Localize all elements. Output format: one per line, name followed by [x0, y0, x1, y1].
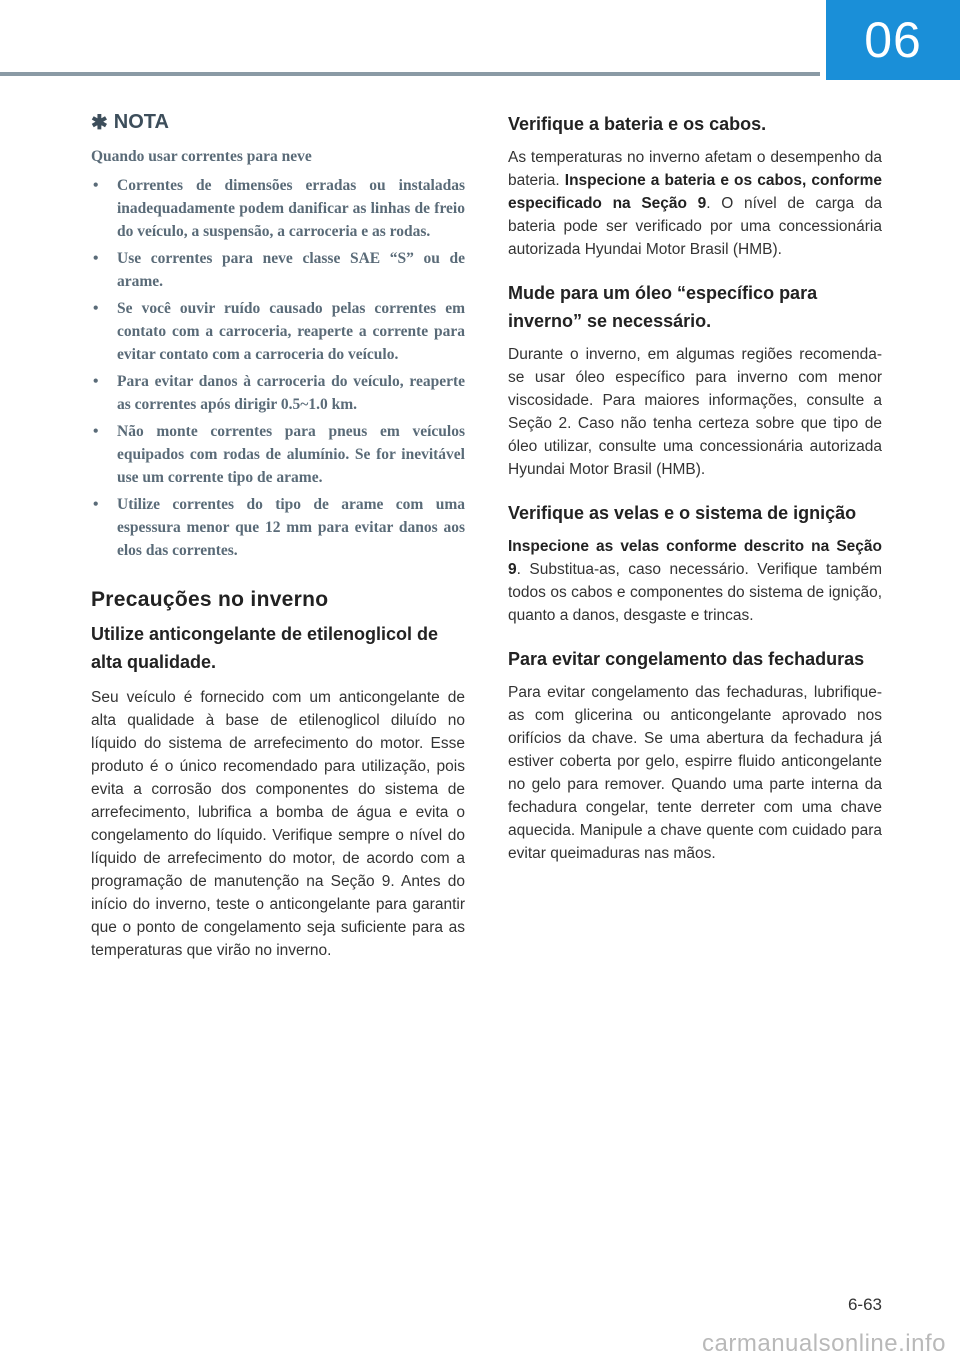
page-number: 6-63	[847, 1295, 882, 1314]
header-rule	[0, 72, 820, 76]
spark-body	[508, 535, 882, 627]
list-item: • Utilize correntes do tipo de arame com uma espessura menor que 12 mm para evitar danos aos elos das correntes.	[91, 493, 465, 562]
left-column	[91, 110, 465, 980]
oil-body: Durante o inverno, em algumas regiões recomenda-se usar óleo específico para inverno com menor viscosidade. Para maiores informações, consulte a Seção 2. Caso não tenha certeza sobre que tipo de óleo utilizar, consulte uma concessionária autorizada Hyundai Motor Brasil (HMB).	[508, 346, 882, 478]
note-title: NOTA	[113, 111, 169, 133]
battery-body-end: . O nível de carga da bateria pode ser verificado por uma concessionária autorizada Hyundai Motor Brasil (HMB).	[508, 195, 883, 258]
asterisk-icon: ✱	[91, 112, 108, 134]
watermark: carmanualsonline.info	[702, 1330, 946, 1357]
list-item: • Não monte correntes para pneus em veículos equipados com rodas de alumínio. Se for inevitável use um corrente tipo de arame.	[91, 420, 465, 489]
note-heading	[91, 110, 465, 135]
note-subtitle: Quando usar correntes para neve	[91, 148, 312, 165]
list-item: • Se você ouvir ruído causado pelas correntes em contato com a carroceria, reaperte a corrente para evitar contato com a carroceria do veículo.	[91, 297, 465, 366]
locks-heading: Para evitar congelamento das fechaduras	[508, 649, 865, 669]
chapter-tab: 06	[826, 0, 960, 80]
list-item: • Para evitar danos à carroceria do veículo, reaperte as correntes após dirigir 0.5~1.0 km.	[91, 370, 465, 416]
battery-body-bold: Inspecione a bateria e os cabos, conforme especificado na Seção 9	[508, 172, 882, 212]
list-item: • Use correntes para neve classe SAE “S” ou de arame.	[91, 247, 465, 293]
right-column	[508, 110, 882, 883]
spark-body-bold: Inspecione as velas conforme descrito na Seção 9	[508, 538, 882, 578]
oil-heading: Mude para um óleo “específico para inverno” se necessário.	[508, 283, 818, 331]
list-item: • Correntes de dimensões erradas ou instaladas inadequadamente podem danificar as linhas de freio do veículo, a suspensão, a carroceria e as rodas.	[91, 174, 465, 243]
antifreeze-heading: Utilize anticongelante de etilenoglicol de alta qualidade.	[91, 624, 439, 672]
antifreeze-body: Seu veículo é fornecido com um anticongelante de alta qualidade à base de etilenoglicol diluído no líquido do sistema de arrefecimento do motor. Esse produto é o único recomendado para utilização, pois evita a corrosão dos componentes do sistema de arrefecimento, lubrifica a bomba de água e evita o congelamento do líquido. Verifique sempre o nível do líquido de arrefecimento do motor, de acordo com a programação de manutenção na Seção 9. Antes do início do inverno, teste o anticongelante para garantir que o ponto de congelamento seja suficiente para as temperaturas que virão no inverno.	[91, 689, 465, 959]
section-title: Precauções no inverno	[91, 588, 329, 611]
note-list	[91, 174, 465, 562]
spark-heading: Verifique as velas e o sistema de ignição	[508, 503, 857, 523]
battery-body-start: As temperaturas no inverno afetam o desempenho da bateria.	[508, 149, 882, 189]
battery-heading: Verifique a bateria e os cabos.	[508, 114, 767, 134]
locks-body: Para evitar congelamento das fechaduras, lubrifique-as com glicerina ou anticongelante aprovado nos orifícios da chave. Se uma abertura da fechadura já estiver coberta por gelo, espirre fluido anticongelante no gelo para remover. Quando uma parte interna da fechadura congelar, tente derreter com uma chave aquecida. Manipule a chave quente com cuidado para evitar queimaduras nas mãos.	[508, 684, 882, 862]
battery-body	[508, 146, 882, 261]
spark-body-end: . Substitua-as, caso necessário. Verifique também todos os cabos e componentes do sistema de ignição, quanto a danos, desgaste e trincas.	[508, 561, 882, 624]
